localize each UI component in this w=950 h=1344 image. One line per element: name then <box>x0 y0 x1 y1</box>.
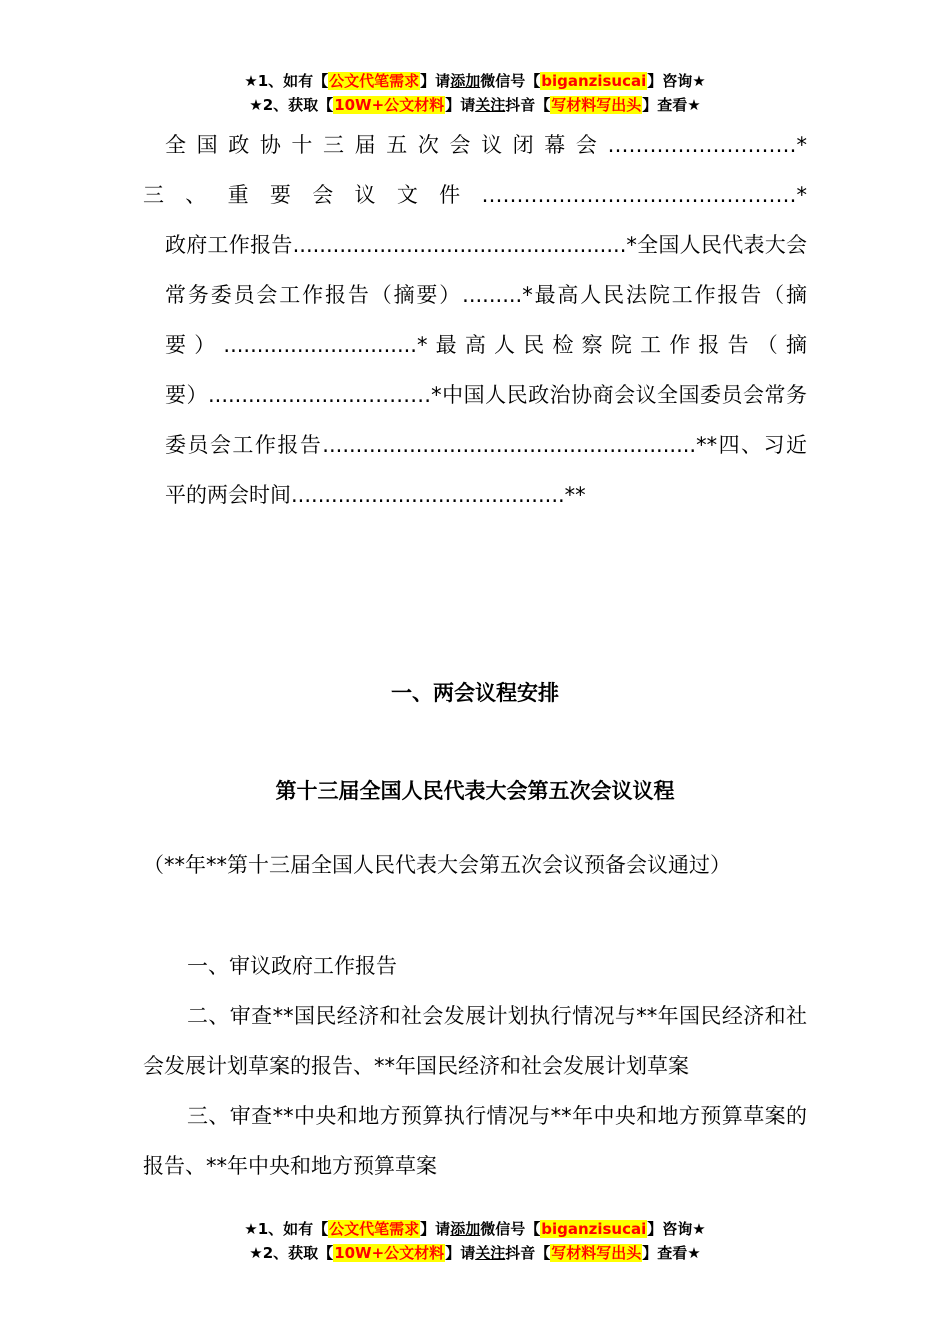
banner-text: 】查看★ <box>642 1244 701 1262</box>
banner-highlight: 10W+公文材料 <box>334 1244 445 1262</box>
banner-text: 微信号【 <box>480 72 541 90</box>
banner-text: 抖音【 <box>505 96 551 114</box>
agenda-item: 三、审查**中央和地方预算执行情况与**年中央和地方预算草案的报告、**年中央和地方预算草案 <box>143 1104 807 1178</box>
banner-line-1 <box>0 69 950 93</box>
banner-text: ★1、如有【 <box>244 1220 329 1238</box>
adoption-note: （**年**第十三届全国人民代表大会第五次会议预备会议通过） <box>143 853 731 877</box>
banner-text: 】请 <box>420 1220 451 1238</box>
banner-highlight: 写材料写出头 <box>551 1244 642 1262</box>
banner-text: 】请 <box>445 96 476 114</box>
banner-underline: 添加 <box>450 1220 481 1238</box>
banner-highlight: biganzisucai <box>541 72 647 90</box>
banner-underline: 关注 <box>475 96 506 114</box>
banner-highlight: 10W+公文材料 <box>334 96 445 114</box>
section-title: 一、两会议程安排 <box>391 681 559 705</box>
banner-highlight: biganzisucai <box>541 1220 647 1238</box>
banner-text: ★1、如有【 <box>244 72 329 90</box>
document-title: 第十三届全国人民代表大会第五次会议议程 <box>275 779 675 803</box>
header-banner <box>0 69 950 117</box>
toc-entry: 三、重要会议文件………………………………………* <box>143 183 807 207</box>
banner-text: ★2、获取【 <box>249 1244 334 1262</box>
banner-highlight: 公文代笔需求 <box>329 1220 420 1238</box>
agenda-item: 一、审议政府工作报告 <box>187 954 397 978</box>
banner-highlight: 公文代笔需求 <box>329 72 420 90</box>
banner-text: 微信号【 <box>480 1220 541 1238</box>
toc-block <box>143 120 807 520</box>
toc-paragraph: 政府工作报告..................................................*全国人民代表大会常务委员会工作报告（摘要）.........*最高人民法院工作报告（摘要）.............................*最高人民检察院工作报告（摘要）........................………*中国人民政治协商会议全国委员会常务委员会工作报告........................................................**四、习近平的两会时间.........................................** <box>165 233 807 507</box>
banner-text: ★2、获取【 <box>249 96 334 114</box>
banner-highlight: 写材料写出头 <box>551 96 642 114</box>
banner-underline: 关注 <box>475 1244 506 1262</box>
banner-text: 】请 <box>445 1244 476 1262</box>
banner-text: 】咨询★ <box>647 1220 706 1238</box>
banner-line-1 <box>0 1217 950 1241</box>
banner-text: 】咨询★ <box>647 72 706 90</box>
footer-banner <box>0 1217 950 1265</box>
toc-entry: 全国政协十三届五次会议闭幕会………………………* <box>165 133 807 157</box>
banner-line-2 <box>0 93 950 117</box>
agenda-item: 二、审查**国民经济和社会发展计划执行情况与**年国民经济和社会发展计划草案的报告、**年国民经济和社会发展计划草案 <box>143 1004 807 1078</box>
banner-line-2 <box>0 1241 950 1265</box>
banner-text: 】查看★ <box>642 96 701 114</box>
banner-underline: 添加 <box>450 72 481 90</box>
banner-text: 抖音【 <box>505 1244 551 1262</box>
banner-text: 】请 <box>420 72 451 90</box>
agenda-list <box>143 941 807 1191</box>
